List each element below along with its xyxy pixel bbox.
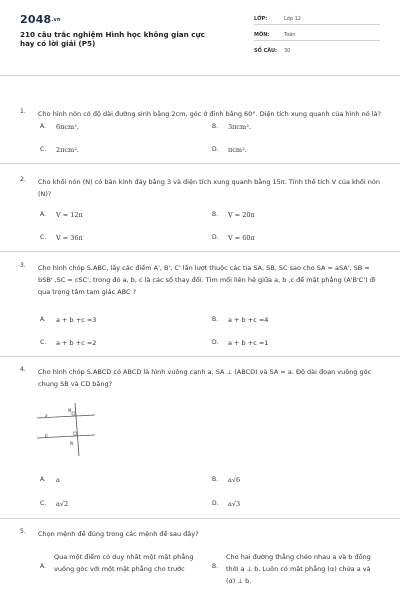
figure-transversal bbox=[75, 403, 79, 456]
option-text: a√2 bbox=[56, 500, 69, 508]
quiz-title: 210 câu trắc nghiệm Hình học không gian cực hay có lời giải (P5) bbox=[20, 30, 205, 48]
option-text: a + b +c =4 bbox=[228, 316, 269, 324]
option-letter: B. bbox=[212, 563, 219, 570]
option-letter: D. bbox=[212, 146, 219, 153]
option-text: a + b +c =3 bbox=[56, 316, 97, 324]
header-divider bbox=[0, 75, 400, 76]
meta-value: Toán bbox=[284, 32, 296, 38]
question-text: Cho khối nón (N) có bán kính đáy bằng 3 và diện tích xung quanh bằng 15π. Tính thể tích V của khối nón (N)? bbox=[38, 178, 380, 198]
option-text: a + b +c =2 bbox=[56, 339, 97, 347]
meta-subject bbox=[254, 29, 380, 41]
option-text: πcm². bbox=[228, 146, 247, 154]
option-letter: C. bbox=[40, 500, 47, 507]
question-text: Cho hình nón có độ dài đường sinh bằng 2cm, góc ở đỉnh bằng 60°. Diện tích xung quanh của hình nó là? bbox=[38, 110, 382, 118]
logo-suffix: .vn bbox=[51, 17, 61, 23]
question-number: 2. bbox=[20, 176, 26, 183]
divider bbox=[0, 163, 400, 164]
option-letter: B. bbox=[212, 316, 219, 323]
page-header bbox=[0, 0, 400, 75]
question-number: 4. bbox=[20, 366, 26, 373]
option-letter: D. bbox=[212, 339, 219, 346]
meta-label: MÔN: bbox=[254, 32, 270, 38]
logo-text: 2048 bbox=[20, 13, 52, 26]
site-logo[interactable] bbox=[20, 13, 61, 26]
option-letter: B. bbox=[212, 476, 219, 483]
option-text: a bbox=[56, 476, 60, 484]
option-text: V = 36π bbox=[56, 234, 83, 242]
option-letter: A. bbox=[40, 123, 46, 130]
option-letter: C. bbox=[40, 234, 47, 241]
divider bbox=[0, 518, 400, 519]
option-text: 2πcm². bbox=[56, 146, 79, 154]
question-number: 5. bbox=[20, 528, 26, 535]
geometry-figure bbox=[35, 398, 105, 468]
option-letter: B. bbox=[212, 211, 219, 218]
option-letter: D. bbox=[212, 234, 219, 241]
question-number: 1. bbox=[20, 108, 26, 115]
option-letter: C. bbox=[40, 339, 47, 346]
option-text: V = 12π bbox=[56, 211, 83, 219]
meta-label: LỚP: bbox=[254, 16, 268, 22]
meta-value: Lớp 12 bbox=[284, 16, 301, 22]
meta-count bbox=[254, 45, 380, 56]
option-text: 6πcm². bbox=[56, 123, 79, 131]
label-a: a bbox=[45, 413, 48, 418]
right-angle-n bbox=[74, 432, 77, 435]
option-letter: A. bbox=[40, 316, 46, 323]
question-text: Chọn mệnh đề đúng trong các mệnh đề sau đây? bbox=[38, 530, 199, 538]
option-5b[interactable]: Cho hai đường thẳng chéo nhau a và b đồng thời a ⊥ b. Luôn có mặt phẳng (α) chứa a và (α) ⊥ b. bbox=[226, 553, 371, 585]
option-letter: B. bbox=[212, 123, 219, 130]
meta-class bbox=[254, 13, 380, 25]
label-m: M bbox=[68, 408, 72, 413]
option-text: a√6 bbox=[228, 476, 241, 484]
option-letter: D. bbox=[212, 500, 219, 507]
option-letter: A. bbox=[40, 211, 46, 218]
question-number: 3. bbox=[20, 262, 26, 269]
question-text: Cho hình chóp S.ABC, lấy các điểm A', B', C' lần lượt thuộc các tia SA, SB, SC sao cho SA = aSA', SB = bSB' ,SC = cSC', trong đó a, b, c là các số thay đổi. Tìm mối liên hệ giữa a, b ,c để mặt phẳng (A'B'C') đi qua trọng tâm tam giác ABC ? bbox=[38, 264, 376, 296]
option-letter: A. bbox=[40, 476, 46, 483]
option-text: 3πcm². bbox=[228, 123, 251, 131]
question-text: Cho hình chóp S.ABCD có ABCD là hình vuông cạnh a, SA ⊥ (ABCD) và SA = a. Độ dài đoạn vuông góc chung SB và CD bằng? bbox=[38, 368, 372, 388]
divider bbox=[0, 251, 400, 252]
option-text: a√3 bbox=[228, 500, 241, 508]
option-text: V = 60π bbox=[228, 234, 255, 242]
option-text: a + b +c =1 bbox=[228, 339, 269, 347]
divider bbox=[0, 356, 400, 357]
label-n: N bbox=[70, 441, 73, 446]
option-text: V = 20π bbox=[228, 211, 255, 219]
option-5a[interactable]: Qua một điểm có duy nhất một mặt phẳng vuông góc với một mặt phẳng cho trước bbox=[54, 553, 194, 573]
label-b: b bbox=[45, 433, 48, 438]
right-angle-m bbox=[72, 412, 75, 415]
meta-label: SỐ CÂU: bbox=[254, 48, 278, 54]
meta-value: 30 bbox=[284, 48, 291, 54]
option-letter: A. bbox=[40, 563, 46, 570]
option-letter: C. bbox=[40, 146, 47, 153]
